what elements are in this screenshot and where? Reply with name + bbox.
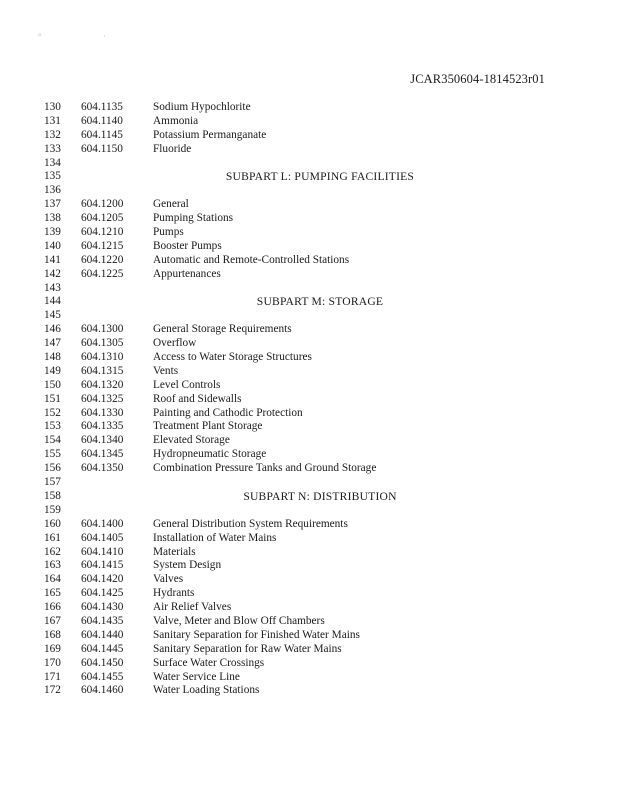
blank-line bbox=[0, 476, 618, 490]
section-line bbox=[0, 379, 618, 393]
section-number: 604.1445 bbox=[81, 642, 124, 655]
section-number: 604.1335 bbox=[81, 420, 124, 433]
section-line bbox=[0, 254, 618, 268]
section-title: Booster Pumps bbox=[153, 239, 222, 252]
line-number: 172 bbox=[44, 684, 61, 697]
section-line bbox=[0, 268, 618, 282]
section-number: 604.1440 bbox=[81, 628, 124, 641]
blank-line bbox=[0, 309, 618, 323]
section-number: 604.1135 bbox=[81, 101, 123, 113]
section-title: Pumps bbox=[153, 226, 184, 239]
section-line bbox=[0, 684, 618, 698]
line-number: 145 bbox=[44, 309, 61, 322]
section-number: 604.1450 bbox=[81, 656, 124, 669]
blank-line bbox=[0, 282, 618, 296]
line-number: 144 bbox=[44, 295, 61, 308]
section-title: Painting and Cathodic Protection bbox=[153, 406, 303, 419]
section-number: 604.1320 bbox=[81, 378, 124, 391]
section-line bbox=[0, 518, 618, 532]
subpart-header-line bbox=[0, 170, 618, 184]
section-number: 604.1400 bbox=[81, 517, 124, 530]
section-number: 604.1435 bbox=[81, 614, 124, 627]
line-number: 168 bbox=[44, 628, 61, 641]
section-title: General Storage Requirements bbox=[153, 323, 292, 336]
section-line bbox=[0, 365, 618, 379]
section-title: Materials bbox=[153, 545, 196, 558]
line-number: 154 bbox=[44, 434, 61, 447]
line-number: 160 bbox=[44, 517, 61, 530]
section-number: 604.1330 bbox=[81, 406, 124, 419]
line-number: 132 bbox=[44, 128, 61, 141]
section-title: Ammonia bbox=[153, 114, 199, 127]
line-number: 138 bbox=[44, 212, 61, 225]
line-number: 159 bbox=[44, 503, 61, 516]
section-number: 604.1225 bbox=[81, 267, 124, 280]
section-number: 604.1215 bbox=[81, 239, 124, 252]
blank-line bbox=[0, 504, 618, 518]
section-line bbox=[0, 212, 618, 226]
section-line bbox=[0, 143, 618, 157]
section-line bbox=[0, 351, 618, 365]
section-number: 604.1300 bbox=[81, 323, 124, 336]
section-line bbox=[0, 434, 618, 448]
line-number: 164 bbox=[44, 573, 61, 586]
line-number: 151 bbox=[44, 392, 61, 405]
line-number: 153 bbox=[44, 420, 61, 433]
section-title: Hydrants bbox=[153, 587, 195, 600]
line-number: 136 bbox=[44, 184, 61, 197]
section-line bbox=[0, 448, 618, 462]
line-number: 140 bbox=[44, 239, 61, 252]
section-title: Vents bbox=[153, 364, 179, 377]
section-line bbox=[0, 657, 618, 671]
section-title: Appurtenances bbox=[153, 267, 221, 280]
line-number: 147 bbox=[44, 337, 61, 350]
section-line bbox=[0, 629, 618, 643]
section-number: 604.1205 bbox=[81, 212, 124, 225]
section-title: Roof and Sidewalls bbox=[153, 392, 242, 405]
section-number: 604.1150 bbox=[81, 142, 123, 155]
line-number: 141 bbox=[44, 253, 61, 266]
section-title: System Design bbox=[153, 559, 222, 572]
section-line bbox=[0, 101, 618, 115]
line-number: 148 bbox=[44, 351, 61, 364]
section-number: 604.1460 bbox=[81, 684, 124, 697]
line-number: 166 bbox=[44, 601, 61, 614]
subpart-header-line bbox=[0, 295, 618, 309]
line-number: 158 bbox=[44, 489, 61, 502]
section-title: Hydropneumatic Storage bbox=[153, 448, 267, 461]
line-number: 171 bbox=[44, 670, 61, 683]
section-line bbox=[0, 129, 618, 143]
line-number: 150 bbox=[44, 378, 61, 391]
line-number: 169 bbox=[44, 642, 61, 655]
section-line bbox=[0, 573, 618, 587]
section-number: 604.1325 bbox=[81, 392, 124, 405]
section-line bbox=[0, 546, 618, 560]
document-id: JCAR350604-1814523r01 bbox=[410, 72, 545, 86]
section-title: Treatment Plant Storage bbox=[153, 420, 263, 433]
line-number: 139 bbox=[44, 226, 61, 239]
section-title: Access to Water Storage Structures bbox=[153, 351, 312, 364]
line-number: 149 bbox=[44, 364, 61, 377]
section-title: Water Loading Stations bbox=[153, 684, 260, 697]
line-number: 157 bbox=[44, 476, 61, 489]
section-line bbox=[0, 587, 618, 601]
subpart-header-line bbox=[0, 490, 618, 504]
section-title: Pumping Stations bbox=[153, 212, 234, 225]
section-title: Water Service Line bbox=[153, 670, 240, 683]
section-title: General bbox=[153, 198, 189, 211]
section-title: Automatic and Remote-Controlled Stations bbox=[153, 253, 350, 266]
section-title: Air Relief Valves bbox=[153, 601, 232, 614]
line-number: 131 bbox=[44, 114, 61, 127]
section-title: Surface Water Crossings bbox=[153, 656, 265, 669]
section-title: Elevated Storage bbox=[153, 434, 230, 447]
section-line bbox=[0, 393, 618, 407]
section-line bbox=[0, 407, 618, 421]
line-number: 133 bbox=[44, 142, 61, 155]
section-line bbox=[0, 643, 618, 657]
section-number: 604.1210 bbox=[81, 226, 124, 239]
section-title: General Distribution System Requirements bbox=[153, 517, 348, 530]
section-number: 604.1415 bbox=[81, 559, 124, 572]
line-number: 137 bbox=[44, 198, 61, 211]
line-number: 142 bbox=[44, 267, 61, 280]
section-line bbox=[0, 226, 618, 240]
line-number: 143 bbox=[44, 281, 61, 294]
section-line bbox=[0, 198, 618, 212]
section-line bbox=[0, 615, 618, 629]
section-line bbox=[0, 532, 618, 546]
section-number: 604.1425 bbox=[81, 587, 124, 600]
line-number: 152 bbox=[44, 406, 61, 419]
section-number: 604.1305 bbox=[81, 337, 124, 350]
section-line bbox=[0, 337, 618, 351]
line-number: 135 bbox=[44, 170, 61, 183]
section-line bbox=[0, 671, 618, 685]
section-number: 604.1455 bbox=[81, 670, 124, 683]
subpart-heading: SUBPART L: PUMPING FACILITIES bbox=[225, 170, 415, 184]
section-number: 604.1200 bbox=[81, 198, 124, 211]
section-line bbox=[0, 115, 618, 129]
section-number: 604.1420 bbox=[81, 573, 124, 586]
line-number: 130 bbox=[44, 101, 61, 113]
section-number: 604.1145 bbox=[81, 128, 123, 141]
section-number: 604.1345 bbox=[81, 448, 124, 461]
section-title: Fluoride bbox=[153, 142, 192, 155]
section-title: Combination Pressure Tanks and Ground Storage bbox=[153, 462, 377, 475]
section-title: Sanitary Separation for Raw Water Mains bbox=[153, 642, 342, 655]
section-title: Valves bbox=[153, 573, 184, 586]
section-number: 604.1340 bbox=[81, 434, 124, 447]
line-number: 165 bbox=[44, 587, 61, 600]
section-number: 604.1310 bbox=[81, 351, 124, 364]
section-line bbox=[0, 601, 618, 615]
section-number: 604.1350 bbox=[81, 462, 124, 475]
section-title: Sanitary Separation for Finished Water Mains bbox=[153, 628, 360, 641]
section-number: 604.1140 bbox=[81, 114, 123, 127]
section-title: Overflow bbox=[153, 337, 197, 350]
section-line bbox=[0, 559, 618, 573]
section-number: 604.1430 bbox=[81, 601, 124, 614]
section-title: Sodium Hypochlorite bbox=[153, 101, 251, 113]
section-line bbox=[0, 462, 618, 476]
scan-specks: ° · bbox=[38, 32, 136, 41]
line-number: 146 bbox=[44, 323, 61, 336]
section-title: Potassium Permanganate bbox=[153, 128, 267, 141]
line-number: 155 bbox=[44, 448, 61, 461]
subpart-heading: SUBPART M: STORAGE bbox=[256, 295, 384, 309]
table-of-contents bbox=[0, 101, 618, 698]
section-title: Valve, Meter and Blow Off Chambers bbox=[153, 614, 325, 627]
section-line bbox=[0, 240, 618, 254]
section-line bbox=[0, 420, 618, 434]
section-number: 604.1220 bbox=[81, 253, 124, 266]
line-number: 161 bbox=[44, 531, 61, 544]
blank-line bbox=[0, 157, 618, 171]
section-number: 604.1410 bbox=[81, 545, 124, 558]
line-number: 167 bbox=[44, 614, 61, 627]
section-title: Level Controls bbox=[153, 378, 221, 391]
section-number: 604.1315 bbox=[81, 364, 124, 377]
subpart-heading: SUBPART N: DISTRIBUTION bbox=[243, 489, 397, 503]
line-number: 134 bbox=[44, 156, 61, 169]
section-line bbox=[0, 323, 618, 337]
line-number: 156 bbox=[44, 462, 61, 475]
line-number: 170 bbox=[44, 656, 61, 669]
section-title: Installation of Water Mains bbox=[153, 531, 277, 544]
line-number: 163 bbox=[44, 559, 61, 572]
section-number: 604.1405 bbox=[81, 531, 124, 544]
blank-line bbox=[0, 184, 618, 198]
line-number: 162 bbox=[44, 545, 61, 558]
